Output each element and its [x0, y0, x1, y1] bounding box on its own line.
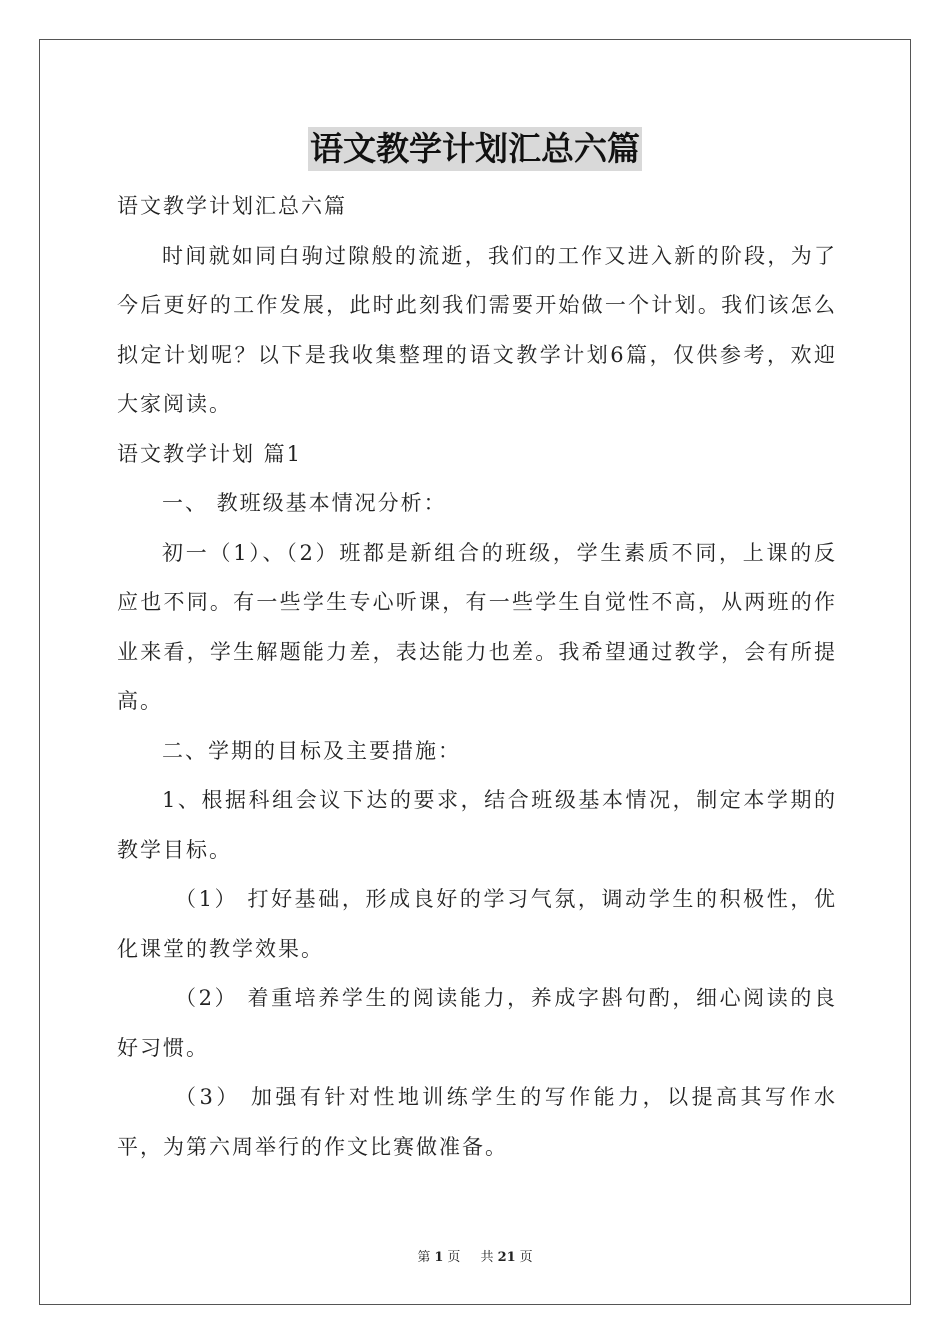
page-total: 共 21 页: [480, 1250, 533, 1265]
section-heading: 语文教学计划 篇1: [117, 441, 303, 466]
section-item-heading: 二、学期的目标及主要措施：: [162, 738, 461, 763]
list-item: （2） 着重培养学生的阅读能力，养成字斟句酌，细心阅读的良好习惯。: [117, 986, 837, 1060]
page-footer: [0, 1246, 950, 1265]
intro-paragraph: 时间就如同白驹过隙般的流逝，我们的工作又进入新的阶段，为了今后更好的工作发展，此时此刻我们需要开始做一个计划。我们该怎么拟定计划呢？以下是我收集整理的语文教学计划6篇，仅供参考，欢迎大家阅读。: [117, 243, 837, 416]
body-paragraph: 初一（1）、（2）班都是新组合的班级，学生素质不同，上课的反应也不同。有一些学生专心听课，有一些学生自觉性不高，从两班的作业来看，学生解题能力差，表达能力也差。我希望通过教学，会有所提高。: [117, 540, 837, 713]
page-number: 第 1 页: [417, 1250, 461, 1265]
section-item-heading: 一、 教班级基本情况分析：: [162, 491, 447, 515]
body-paragraph: 1、根据科组会议下达的要求，结合班级基本情况，制定本学期的教学目标。: [117, 788, 837, 862]
title-container: [0, 127, 950, 171]
document-body: [117, 182, 837, 1172]
document-title: 语文教学计划汇总六篇: [308, 127, 642, 171]
subtitle-line: 语文教学计划汇总六篇: [117, 194, 347, 218]
list-item: （1） 打好基础，形成良好的学习气氛，调动学生的积极性，优化课堂的教学效果。: [117, 887, 837, 961]
list-item: （3） 加强有针对性地训练学生的写作能力，以提高其写作水平，为第六周举行的作文比赛做准备。: [117, 1085, 837, 1159]
